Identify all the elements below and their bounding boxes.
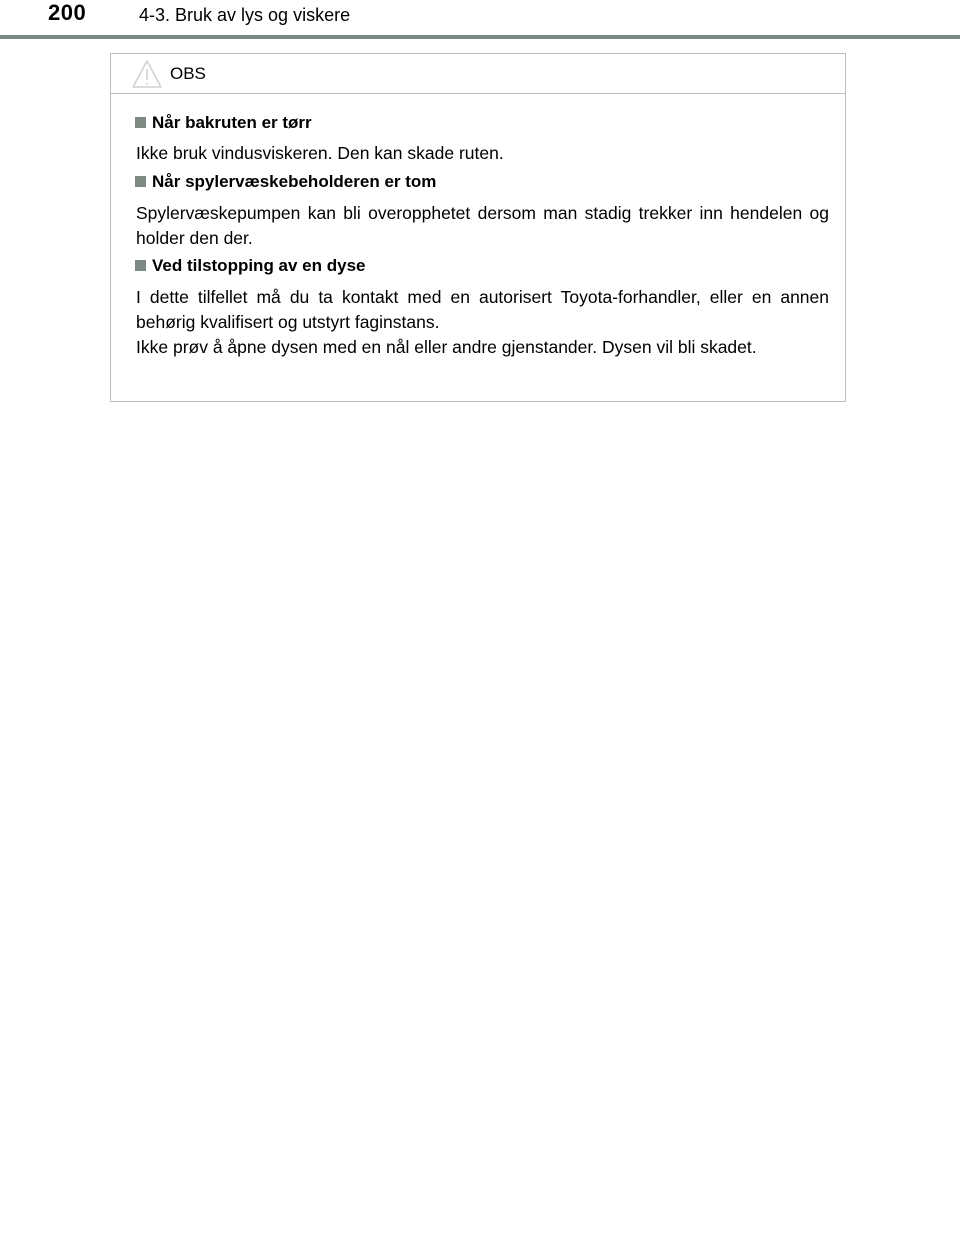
notice-box	[110, 53, 846, 402]
item-heading-text: Når spylervæskebeholderen er tom	[152, 172, 437, 191]
notice-label: OBS	[170, 64, 206, 83]
item-paragraph: Ikke prøv å åpne dysen med en nål eller andre gjenstander. Dysen vil bli skadet.	[136, 337, 757, 357]
item-paragraph: I dette tilfellet må du ta kontakt med en autorisert Toyota-forhandler, eller en annen behørig kvalifisert og utstyrt faginstans.	[136, 287, 829, 332]
square-bullet-icon	[135, 260, 146, 271]
item-body	[136, 141, 829, 166]
item-heading-text: Når bakruten er tørr	[152, 113, 312, 132]
page-header	[0, 0, 960, 40]
item-paragraph: Spylervæskepumpen kan bli overopphetet dersom man stadig trekker inn hendelen og holder den der.	[136, 203, 829, 248]
item-heading-text: Ved tilstopping av en dyse	[152, 256, 366, 275]
item-heading	[135, 172, 436, 192]
warning-triangle-icon	[131, 59, 163, 89]
item-heading	[135, 256, 366, 276]
square-bullet-icon	[135, 117, 146, 128]
item-heading	[135, 113, 312, 133]
item-body	[136, 201, 829, 251]
item-paragraph: Ikke bruk vindusviskeren. Den kan skade ruten.	[136, 143, 504, 163]
page-number: 200	[48, 0, 87, 25]
section-title: 4-3. Bruk av lys og viskere	[139, 5, 351, 25]
square-bullet-icon	[135, 176, 146, 187]
item-body	[136, 285, 829, 360]
notice-header	[111, 54, 845, 94]
header-rule	[0, 35, 960, 39]
